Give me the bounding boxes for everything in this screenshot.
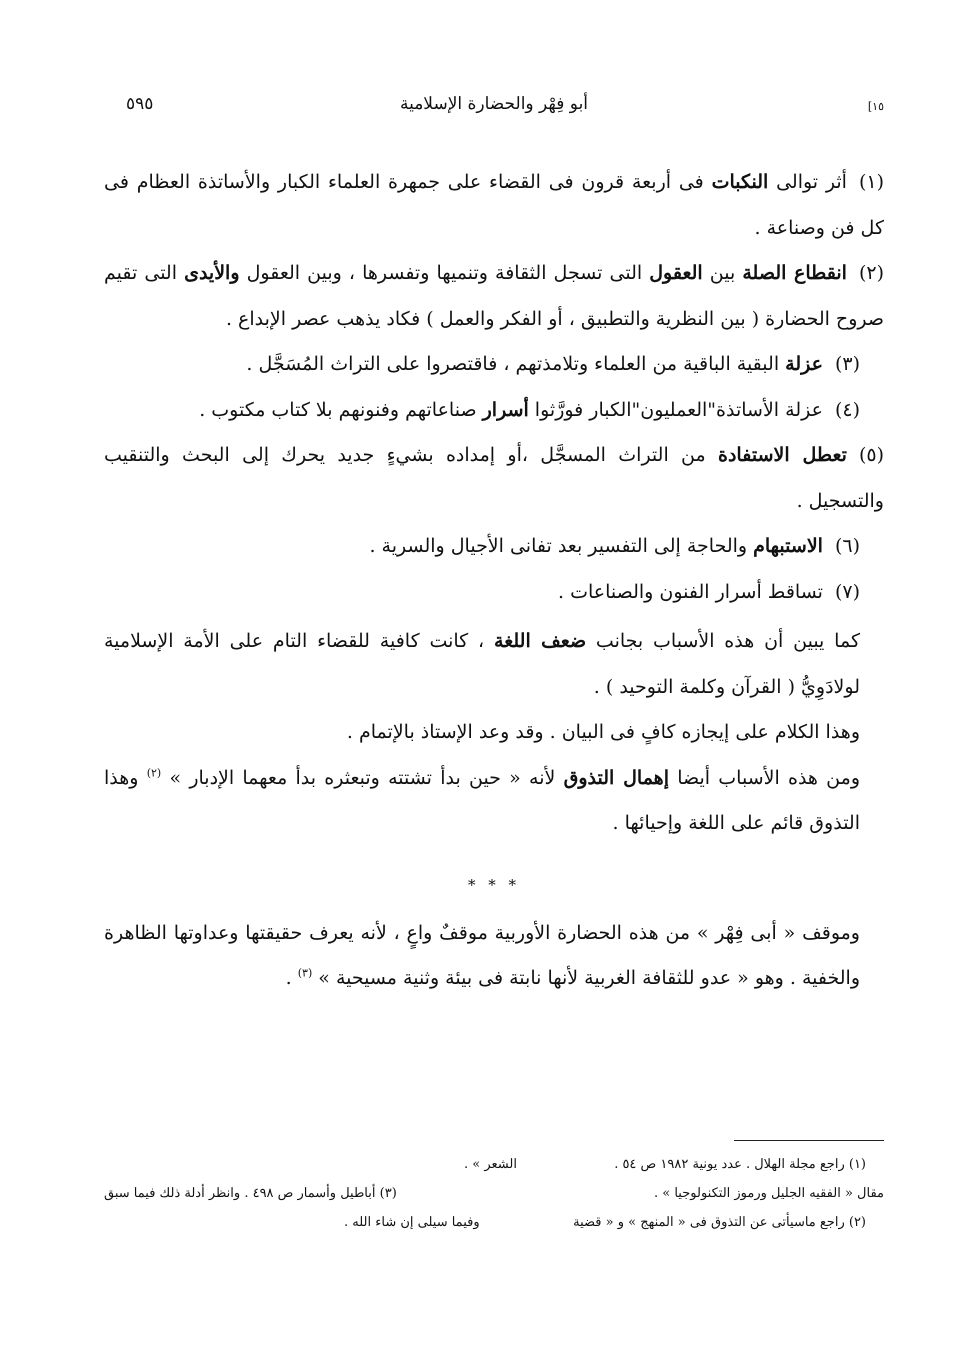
list-item [104, 524, 884, 570]
item-text: بين [702, 262, 743, 284]
item-text: فى أربعة قرون فى القضاء على جمهرة العلماء الكبار والأساتذة العظام فى كل فن وصناعة . [104, 171, 884, 239]
item-number: (٢) [858, 262, 884, 284]
paragraph-text: كما يبين أن هذه الأسباب بجانب [586, 630, 860, 652]
list-item [104, 388, 884, 434]
paragraph-text: وهذا الكلام على إيجازه كافٍ فى البيان . وقد وعد الإستاذ بالإتمام . [346, 721, 860, 743]
item-emphasis: تعطل الاستفادة [718, 444, 847, 466]
paragraph-emphasis: إهمال التذوق [563, 766, 669, 789]
footnotes [104, 1150, 884, 1237]
item-emphasis: انقطاع الصلة [742, 262, 847, 284]
list-item [104, 342, 884, 388]
item-text: البقية الباقية من العلماء وتلامذتهم ، فاقتصروا على التراث المُسَجَّل . [246, 353, 786, 375]
item-number: (٥) [858, 444, 884, 466]
item-emphasis: عزلة [785, 353, 823, 375]
body-paragraph [104, 710, 884, 756]
footnote-text: (٢) راجع ماسيأتى عن التذوق فى « المنهج » و « قضية [573, 1215, 866, 1230]
item-text: التى تسجل الثقافة وتنميها وتفسرها ، وبين العقول [239, 262, 650, 284]
item-emphasis: الاستبهام [753, 535, 823, 557]
footnote-text: (٣) أباطيل وأسمار ص ٤٩٨ . وانظر أدلة ذلك فيما سبق [104, 1186, 397, 1201]
footnote-line [104, 1150, 884, 1179]
footnote-divider [734, 1140, 884, 1141]
paragraph-emphasis: ضعف اللغة [494, 630, 587, 652]
paragraph-text: ، كانت كافية للقضاء التام على الأمة الإسلامية لولادَوِيُّ ( القرآن وكلمة التوحيد ) . [104, 630, 860, 698]
body-paragraph [104, 756, 884, 847]
paragraph-text: وموقف « أبى فِهْر » من هذه الحضارة الأوربية موقفٌ واعٍ ، لأنه يعرف حقيقتها وعداوتها الظاهرة والخفية . وهو « عدو للثقافة الغربية لأنها نابتة فى بيئة وثنية مسيحية » [104, 921, 860, 989]
paragraph-text: وهذا التذوق قائم على اللغة وإحيائها . [104, 766, 860, 834]
page-number: ٥٩٥ [126, 94, 154, 114]
signature-mark: [١٥ [867, 100, 884, 113]
page-header [104, 92, 884, 124]
list-item [104, 570, 884, 616]
footnote-text: مقال « الفقيه الجليل ورموز التكنولوجيا » . [654, 1186, 884, 1201]
item-emphasis: النكبات [711, 171, 769, 193]
main-text [104, 160, 884, 1002]
footnote-reference: (٢) [146, 766, 162, 780]
footnote-line [104, 1179, 884, 1208]
item-emphasis: العقول [649, 262, 703, 284]
paragraph-text: لأنه « حين بدأ تشتته وتبعثره بدأ معهما الإدبار » [161, 766, 564, 789]
item-text: أثر توالى [768, 171, 847, 193]
item-number: (٧) [834, 580, 860, 603]
item-text: صناعاتهم وفنونهم بلا كتاب مكتوب . [199, 398, 483, 421]
footnote-text: وفيما سيلى إن شاء الله . [344, 1215, 480, 1230]
running-title: أبو فِهْر والحضارة الإسلامية [399, 94, 589, 114]
footnote-reference: (٣) [297, 966, 313, 980]
footnote-text: الشعر » . [464, 1157, 517, 1172]
item-emphasis: أسرار [482, 398, 529, 421]
item-text: عزلة الأساتذة"العمليون"الكبار فورَّثوا [528, 398, 823, 421]
paragraph-text: . [285, 967, 298, 989]
item-emphasis: والأيدى [184, 262, 240, 284]
list-item [104, 251, 884, 342]
item-text: والحاجة إلى التفسير بعد تفانى الأجيال والسرية . [369, 535, 754, 557]
item-number: (٣) [834, 353, 860, 375]
item-number: (١) [858, 171, 884, 193]
item-text: التى تقيم صروح الحضارة ( بين النظرية والتطبيق ، أو الفكر والعمل ) فكاد يذهب عصر الإبداع . [104, 262, 884, 330]
body-paragraph [104, 619, 884, 710]
footnote-line [104, 1208, 884, 1237]
item-number: (٤) [834, 398, 860, 421]
paragraph-text: ومن هذه الأسباب أيضا [668, 766, 860, 789]
item-text: من التراث المسجَّل ،أو إمداده بشيءٍ جديد يحرك إلى البحث والتنقيب والتسجيل . [104, 444, 884, 512]
item-number: (٦) [834, 535, 860, 557]
section-separator: * * * [467, 875, 521, 894]
list-item [104, 160, 884, 251]
footnote-text: (١) راجع مجلة الهلال . عدد يونية ١٩٨٢ ص ٥٤ . [614, 1157, 866, 1172]
item-text: تساقط أسرار الفنون والصناعات . [558, 580, 823, 603]
body-paragraph [104, 911, 884, 1002]
list-item [104, 433, 884, 524]
